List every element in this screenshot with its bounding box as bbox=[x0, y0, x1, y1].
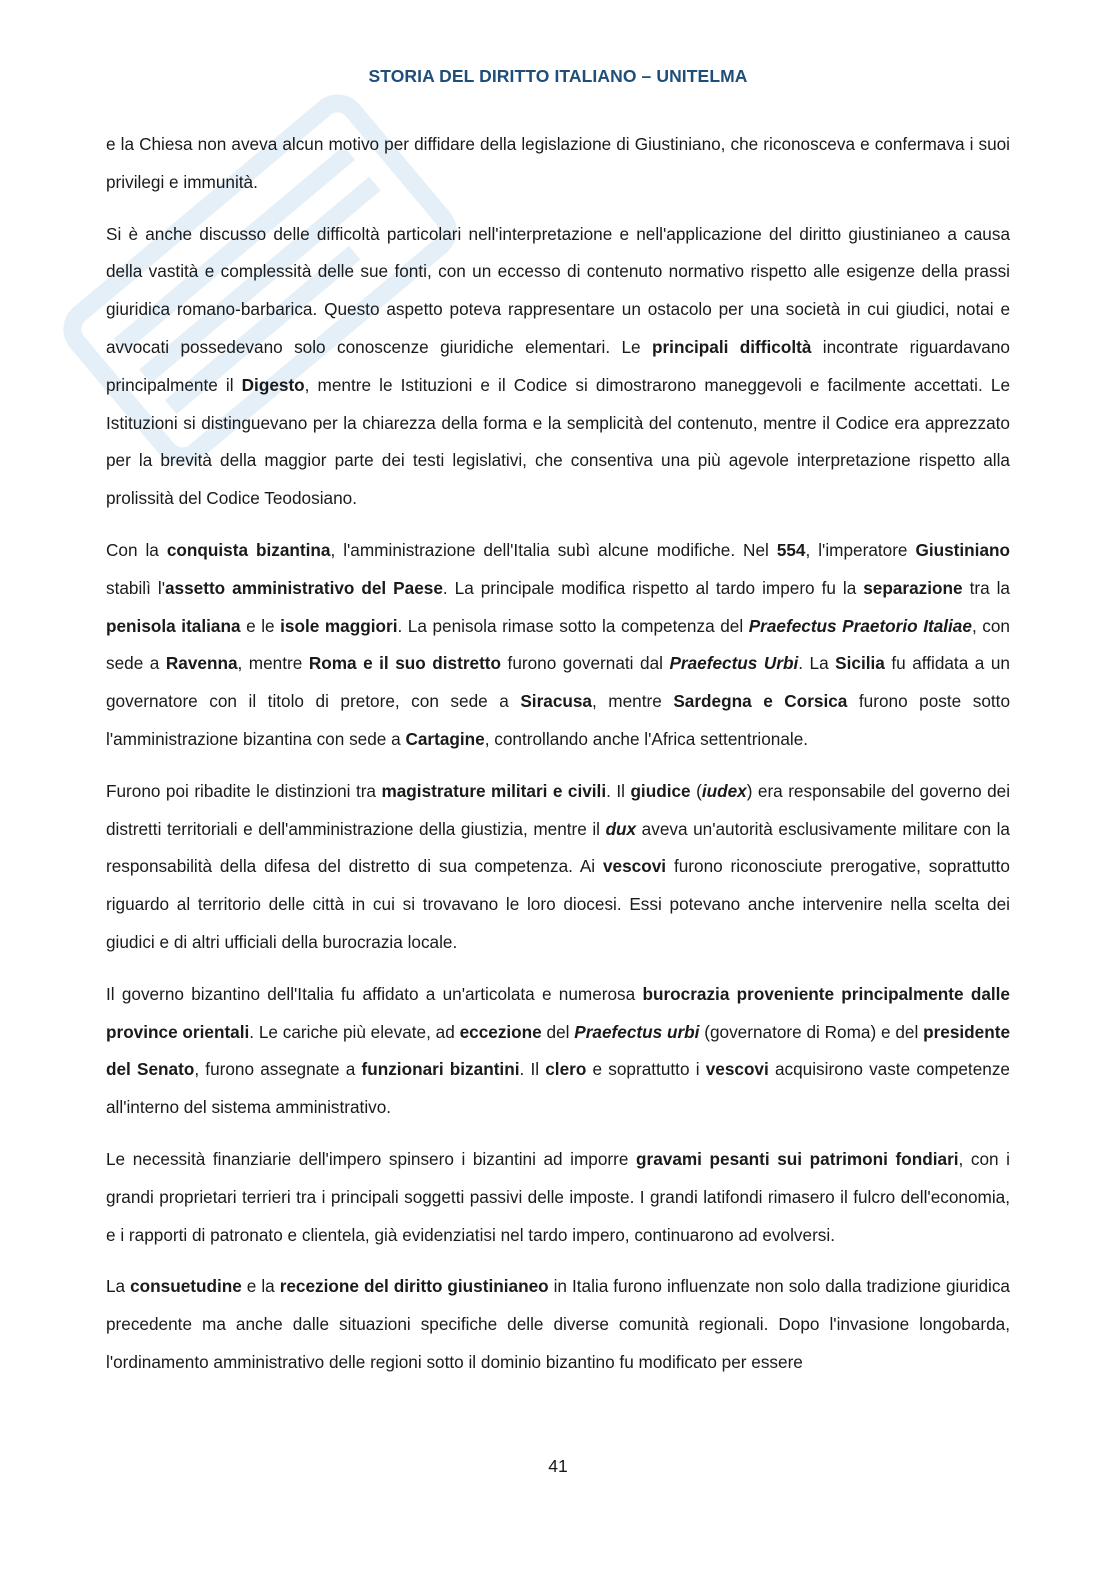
paragraph-1: e la Chiesa non aveva alcun motivo per diffidare della legislazione di Giustiniano, che riconosceva e confermava i suoi privilegi e immunità. bbox=[106, 134, 1010, 192]
paragraph-7: La consuetudine e la recezione del diritto giustinianeo in Italia furono influenzate non solo dalla tradizione giuridica precedente ma anche dalle situazioni specifiche delle diverse comunità regionali. Dopo l'invasione longobarda, l'ordinamento amministrativo delle regioni sotto il dominio bizantino fu modificato per essere bbox=[106, 1276, 1010, 1372]
document-body bbox=[106, 126, 1010, 1396]
paragraph-3: Con la conquista bizantina, l'amministrazione dell'Italia subì alcune modifiche. Nel 554, l'imperatore Giustiniano stabilì l'assetto amministrativo del Paese. La principale modifica rispetto al tardo impero fu la separazione tra la penisola italiana e le isole maggiori. La penisola rimase sotto la competenza del Praefectus Praetorio Italiae, con sede a Ravenna, mentre Roma e il suo distretto furono governati dal Praefectus Urbi. La Sicilia fu affidata a un governatore con il titolo di pretore, con sede a Siracusa, mentre Sardegna e Corsica furono poste sotto l'amministrazione bizantina con sede a Cartagine, controllando anche l'Africa settentrionale. bbox=[106, 539, 1010, 749]
page-number: 41 bbox=[548, 1456, 568, 1476]
paragraph-4: Furono poi ribadite le distinzioni tra magistrature militari e civili. Il giudice (iudex) era responsabile del governo dei distretti territoriali e dell'amministrazione della giustizia, mentre il dux aveva un'autorità esclusivamente militare con la responsabilità della difesa del distretto di sua competenza. Ai vescovi furono riconosciute prerogative, soprattutto riguardo al territorio delle città in cui si trovavano le loro diocesi. Essi potevano anche intervenire nella scelta dei giudici e di altri ufficiali della burocrazia locale. bbox=[106, 780, 1011, 952]
paragraph-5: Il governo bizantino dell'Italia fu affidato a un'articolata e numerosa burocrazia proveniente principalmente dalle province orientali. Le cariche più elevate, ad eccezione del Praefectus urbi (governatore di Roma) e del presidente del Senato, furono assegnate a funzionari bizantini. Il clero e soprattutto i vescovi acquisirono vaste competenze all'interno del sistema amministrativo. bbox=[106, 983, 1010, 1118]
page-header: STORIA DEL DIRITTO ITALIANO – UNITELMA bbox=[368, 66, 748, 86]
paragraph-2: Si è anche discusso delle difficoltà particolari nell'interpretazione e nell'applicazione del diritto giustinianeo a causa della vastità e complessità delle sue fonti, con un eccesso di contenuto normativo rispetto alle esigenze della prassi giuridica romano-barbarica. Questo aspetto poteva rappresentare un ostacolo per una società in cui giudici, notai e avvocati possedevano solo conoscenze giuridiche elementari. Le principali difficoltà incontrate riguardavano principalmente il Digesto, mentre le Istituzioni e il Codice si dimostrarono maneggevoli e facilmente accettati. Le Istituzioni si distinguevano per la chiarezza della forma e la semplicità del contenuto, mentre il Codice era apprezzato per la brevità della maggior parte dei testi legislativi, che consentiva una più agevole interpretazione rispetto alla prolissità del Codice Teodosiano. bbox=[106, 223, 1011, 509]
paragraph-6: Le necessità finanziarie dell'impero spinsero i bizantini ad imporre gravami pesanti sui patrimoni fondiari, con i grandi proprietari terrieri tra i principali soggetti passivi delle imposte. I grandi latifondi rimasero il fulcro dell'economia, e i rapporti di patronato e clientela, già evidenziatisi nel tardo impero, continuarono ad evolversi. bbox=[106, 1148, 1010, 1245]
